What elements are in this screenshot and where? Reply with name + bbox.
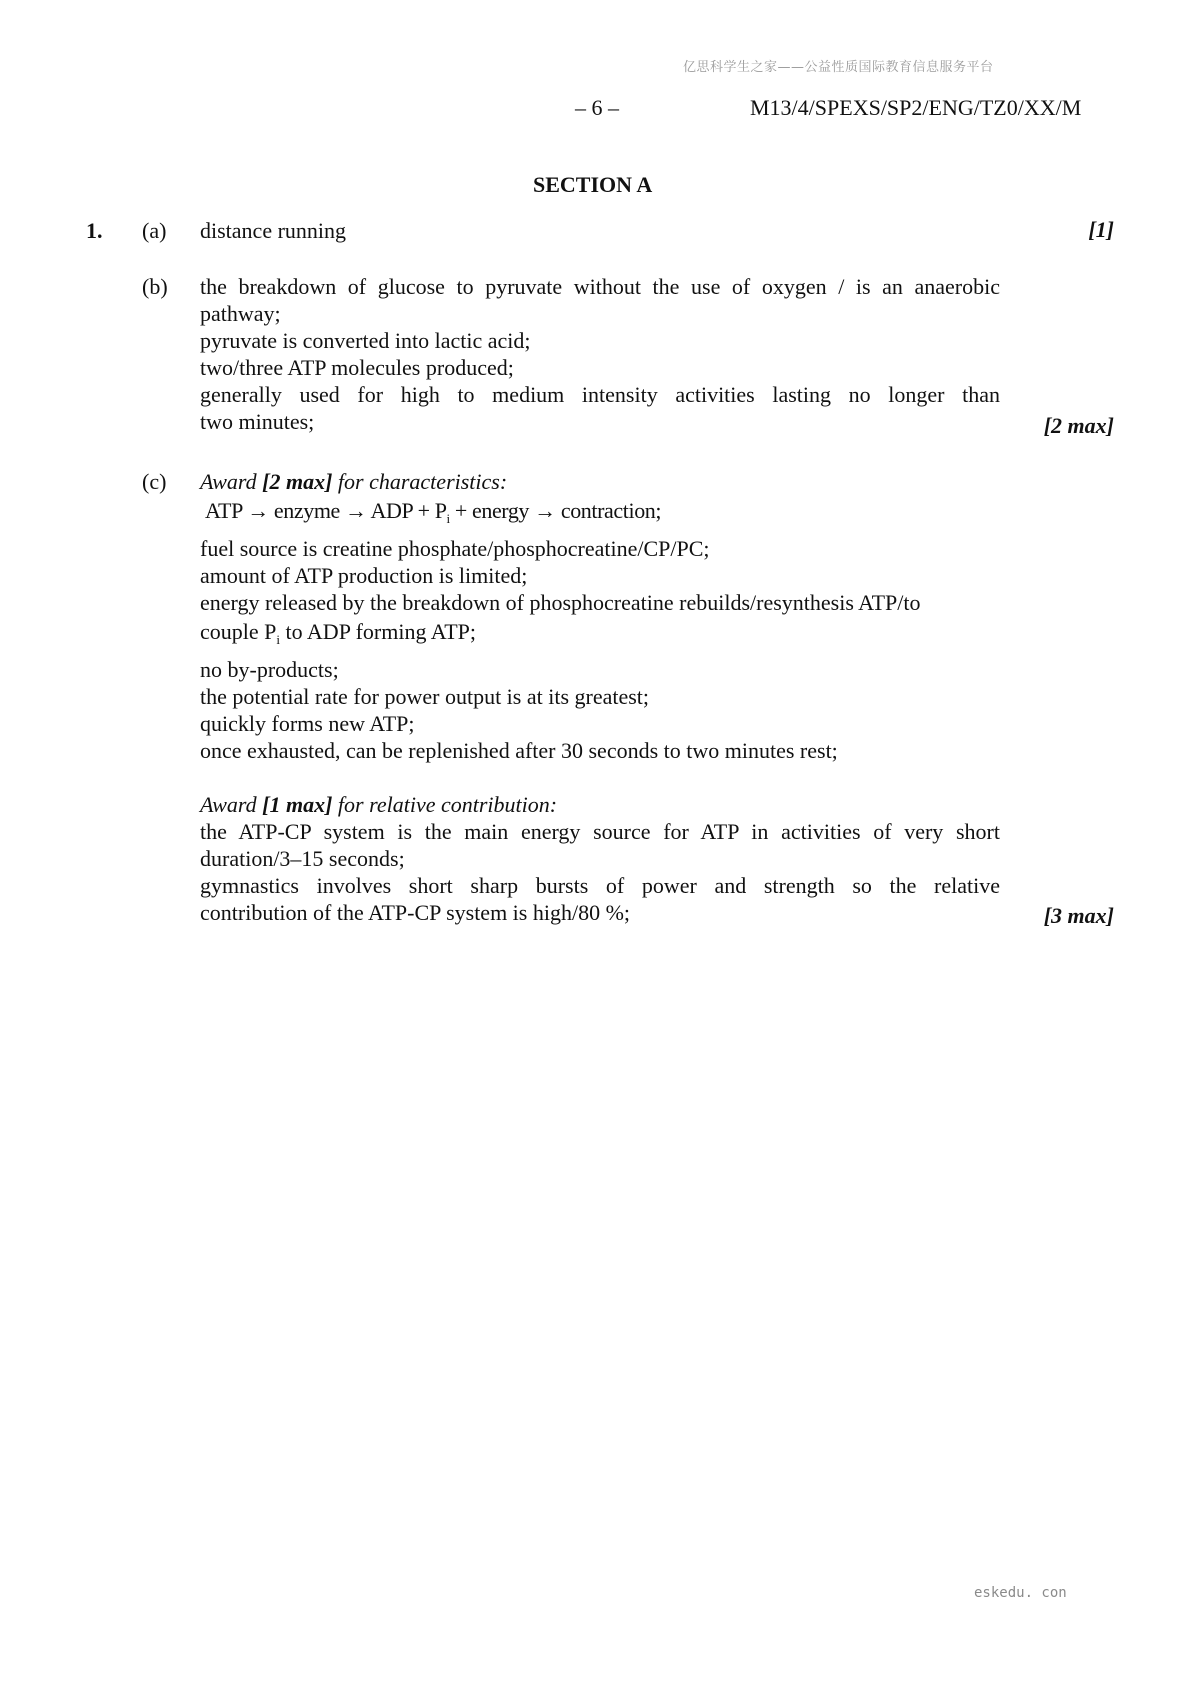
part-c-line: the ATP-CP system is the main energy source for ATP in activities of very short — [200, 819, 1000, 844]
part-b-line: two/three ATP molecules produced; — [200, 355, 514, 380]
part-a-marks: [1] — [1088, 217, 1114, 242]
part-b-line: two minutes; — [200, 409, 315, 434]
watermark-text: 亿思科学生之家——公益性质国际教育信息服务平台 — [683, 60, 994, 75]
part-c-line: no by-products; — [200, 657, 339, 682]
part-c-line: contribution of the ATP-CP system is high/80 %; — [200, 900, 631, 925]
part-a-label: (a) — [142, 218, 167, 243]
part-c-marks: [3 max] — [1043, 903, 1114, 928]
question-number: 1. — [86, 218, 103, 243]
couple-pi-line: couple $P_i$ to ADP forming ATP; — [200, 619, 477, 647]
part-c-line: fuel source is creatine phosphate/phosphocreatine/CP/PC; — [200, 536, 710, 561]
part-b-label: (b) — [142, 274, 168, 299]
part-c-line: quickly forms new ATP; — [200, 711, 415, 736]
part-b-marks: [2 max] — [1043, 413, 1114, 438]
part-b-line: pathway; — [200, 301, 281, 326]
part-c-line: duration/3–15 seconds; — [200, 846, 405, 871]
award-contribution-heading: Award [1 max] for relative contribution: — [200, 792, 558, 817]
part-c-line: energy released by the breakdown of phosphocreatine rebuilds/resynthesis ATP/to — [200, 590, 921, 615]
atp-equation: ATP → enzyme → ADP + $P_i$ + energy → contraction; — [205, 498, 662, 526]
part-c-answer — [200, 468, 1000, 926]
paper-code: M13/4/SPEXS/SP2/ENG/TZ0/XX/M — [750, 95, 1082, 120]
page-number: – 6 – — [575, 95, 619, 120]
footer-site-mark: eskedu. con — [974, 1585, 1067, 1601]
part-c-line: gymnastics involves short sharp bursts of power and strength so the relative — [200, 873, 1000, 898]
part-b-answer — [200, 273, 1000, 435]
part-c-line: the potential rate for power output is at its greatest; — [200, 684, 650, 709]
spacer — [200, 764, 1000, 791]
part-b-line: generally used for high to medium intensity activities lasting no longer than — [200, 382, 1000, 407]
section-title: SECTION A — [533, 172, 653, 197]
part-a-answer: distance running — [200, 218, 347, 243]
part-c-label: (c) — [142, 469, 167, 494]
part-b-line: pyruvate is converted into lactic acid; — [200, 328, 531, 353]
part-b-line: the breakdown of glucose to pyruvate without the use of oxygen / is an anaerobic — [200, 274, 1000, 299]
award-characteristics-heading: Award [2 max] for characteristics: — [200, 469, 508, 494]
part-c-line: amount of ATP production is limited; — [200, 563, 528, 588]
part-c-line: once exhausted, can be replenished after 30 seconds to two minutes rest; — [200, 738, 838, 763]
